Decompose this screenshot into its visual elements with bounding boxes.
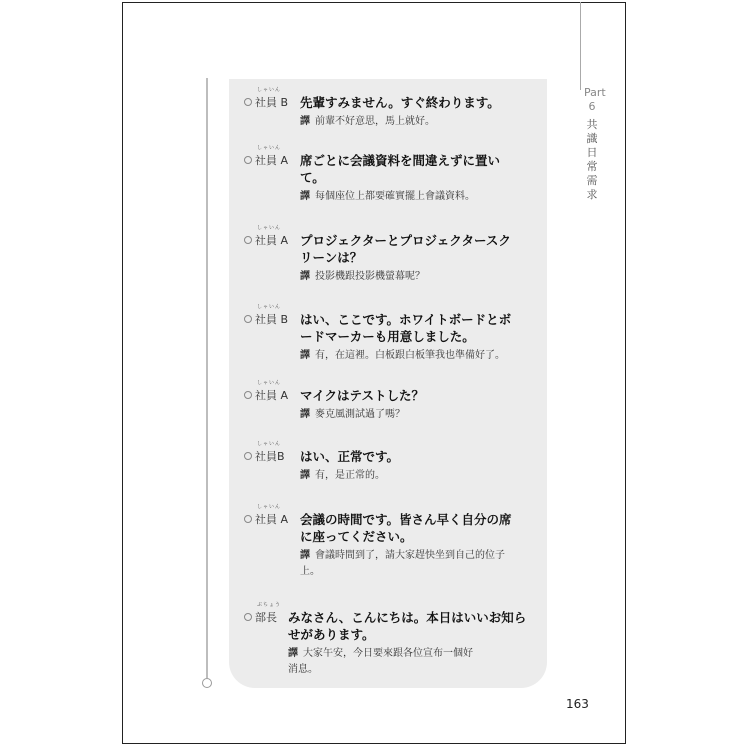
dialogue-entry (244, 304, 544, 364)
dialogue-entry (244, 225, 544, 285)
japanese-line: マイクはテストした？ (300, 388, 425, 403)
translation-line: 譯 有，是正常的。 (300, 470, 385, 481)
speaker: 社員 B しゃいん (244, 311, 288, 327)
bullet-icon (244, 156, 252, 164)
bullet-icon (244, 515, 252, 523)
bullet-icon (244, 236, 252, 244)
bullet-icon (244, 391, 252, 399)
speaker: 社員 A しゃいん (244, 152, 288, 168)
translation-line: 譯 投影機跟投影機螢幕呢？ (300, 271, 425, 282)
bullet-icon (244, 98, 252, 106)
dialogue-entry (244, 504, 544, 580)
speaker: 社員B しゃいん (244, 448, 285, 464)
dialogue-entry (244, 145, 544, 205)
bullet-icon (244, 315, 252, 323)
translation-line: 譯 麥克風測試過了嗎？ (300, 409, 405, 420)
japanese-line: はい、ここです。ホワイトボードとボードマーカーも用意しました。 (300, 312, 512, 344)
timeline-line (206, 78, 208, 678)
chapter-sidebar (584, 86, 606, 202)
translation-line: 譯 大家午安，今日要來跟各位宣布一個好消息。 (288, 648, 473, 675)
japanese-line: 先輩すみません。すぐ終わります。 (300, 95, 500, 110)
dialogue-entry (244, 602, 544, 678)
timeline-end-icon (202, 678, 212, 688)
speaker: 社員 A しゃいん (244, 232, 288, 248)
dialogue-entry (244, 380, 544, 423)
translation-line: 譯 會議時間到了，請大家趕快坐到自己的位子上。 (300, 550, 505, 577)
chapter-title: 共識日常需求 (586, 118, 598, 201)
speaker: 社員 A しゃいん (244, 387, 288, 403)
japanese-line: 席ごとに会議資料を間違えずに置いて。 (300, 153, 501, 185)
dialogue-entry (244, 441, 544, 484)
part-label: Part 6 (584, 86, 606, 113)
bullet-icon (244, 452, 252, 460)
translation-line: 譯 前輩不好意思，馬上就好。 (300, 116, 435, 127)
japanese-line: 会議の時間です。皆さん早く自分の席に座ってください。 (300, 512, 512, 544)
page-number: 163 (566, 697, 589, 711)
japanese-line: はい、正常です。 (300, 449, 400, 464)
speaker: 社員 B しゃいん (244, 94, 288, 110)
japanese-line: みなさん、こんにちは。本日はいいお知らせがあります。 (288, 610, 527, 642)
translation-line: 譯 有，在這裡。白板跟白板筆我也準備好了。 (300, 350, 505, 361)
japanese-line: プロジェクターとプロジェクタースクリーンは？ (300, 233, 511, 265)
speaker: 社員 A しゃいん (244, 511, 288, 527)
side-rule (580, 2, 581, 90)
bullet-icon (244, 613, 252, 621)
translation-line: 譯 每個座位上都要確實擺上會議資料。 (300, 191, 475, 202)
dialogue-entry (244, 87, 544, 130)
speaker: 部長 ぶちょう (244, 609, 277, 625)
